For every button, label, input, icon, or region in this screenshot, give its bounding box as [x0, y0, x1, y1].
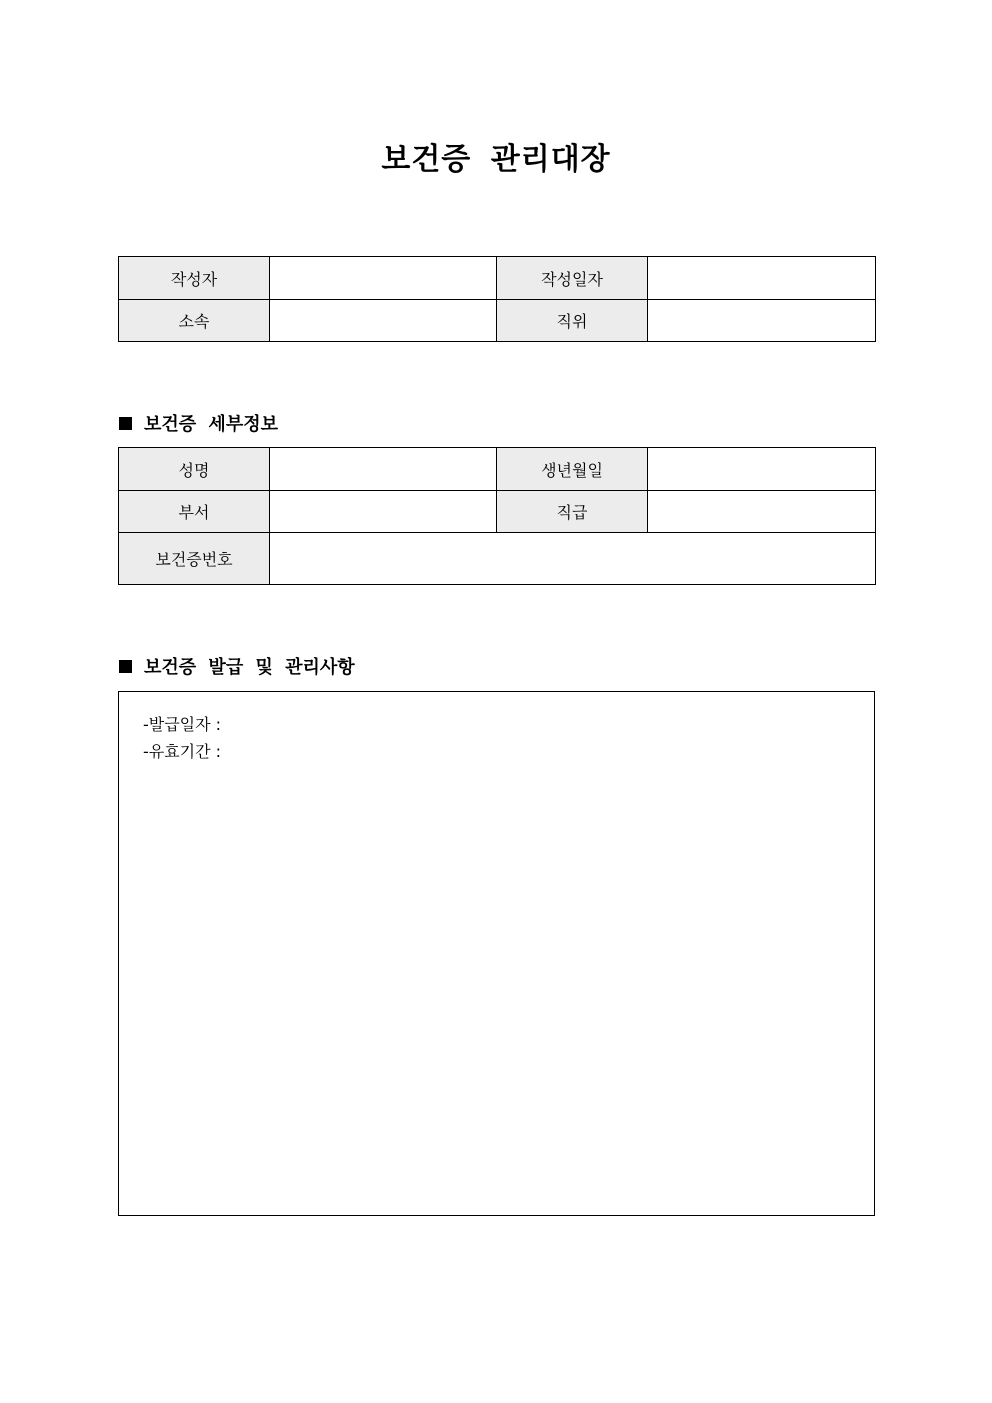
birth-date-label: 생년월일	[497, 448, 648, 491]
position-label: 직위	[497, 300, 648, 342]
name-field[interactable]	[270, 448, 497, 491]
name-label: 성명	[119, 448, 270, 491]
details-section-heading	[119, 410, 278, 436]
square-bullet-icon	[119, 417, 132, 430]
issue-date-line: -발급일자 :	[143, 715, 222, 734]
birth-date-field[interactable]	[648, 448, 876, 491]
department-label: 부서	[119, 491, 270, 533]
details-heading-text: 보건증 세부정보	[144, 414, 278, 435]
writer-info-table	[118, 256, 876, 342]
validity-period-line: -유효기간 :	[143, 742, 222, 761]
page-title: 보건증 관리대장	[381, 142, 611, 177]
management-notes-box[interactable]	[118, 691, 875, 1216]
affiliation-label: 소속	[119, 300, 270, 342]
health-cert-details-table	[118, 447, 876, 585]
write-date-label: 작성일자	[497, 257, 648, 300]
affiliation-field[interactable]	[270, 300, 497, 342]
management-heading-text: 보건증 발급 및 관리사항	[144, 657, 355, 678]
writer-field[interactable]	[270, 257, 497, 300]
position-field[interactable]	[648, 300, 876, 342]
cert-number-label: 보건증번호	[119, 533, 270, 585]
writer-label: 작성자	[119, 257, 270, 300]
department-field[interactable]	[270, 491, 497, 533]
cert-number-field[interactable]	[270, 533, 876, 585]
rank-field[interactable]	[648, 491, 876, 533]
square-bullet-icon	[119, 660, 132, 673]
write-date-field[interactable]	[648, 257, 876, 300]
rank-label: 직급	[497, 491, 648, 533]
management-section-heading	[119, 653, 355, 679]
